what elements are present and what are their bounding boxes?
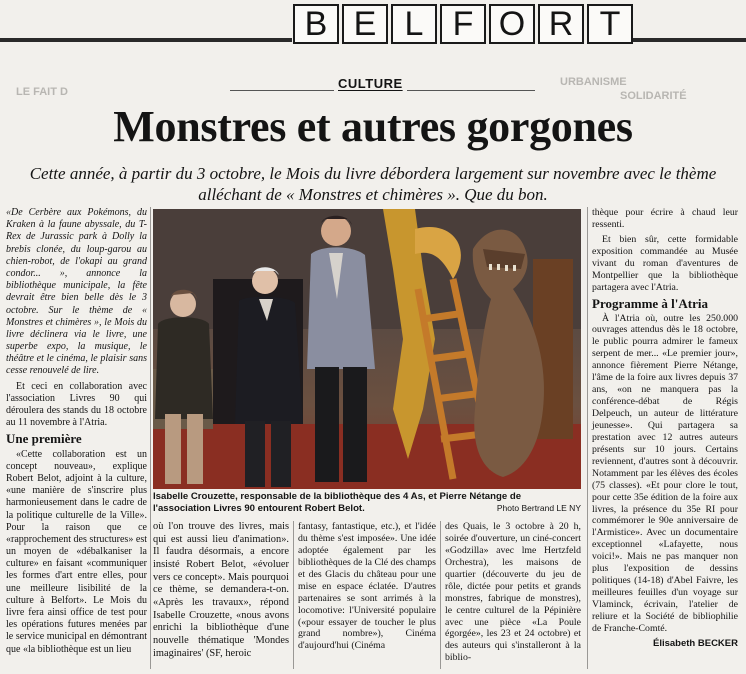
column-1 xyxy=(6,207,147,659)
column-3 xyxy=(298,521,436,655)
column-2 xyxy=(153,521,289,663)
column-divider xyxy=(293,521,294,669)
paragraph: «De Cerbère aux Pokémons, du Kraken à la faune abyssale, du T-Rex de Jurassic park à Dolly la brebis clonée, du loup-garou au chien-robot, de l'okapi au grand condor... », annonce la bibliothèque municipale, la fête devrait être bien belle dès le 3 octobre. Sur le thème de « Monstres et chimères », le Mois du livre déclinera via le livre, une superbe expo, la musique, le théâtre et le cinéma, le plaisir sans cesse renouvelé de lire. xyxy=(6,207,147,377)
paragraph: fantasy, fantastique, etc.), et l'idée du thème s'est imposée». Une idée adoptée également par les bibliothèques de la Clé des champs et des Glacis du château pour une mise en espace éclatée. D'autres partenaires se sont arrimés à la locomotive: l'Université populaire («pour essayer de toucher le plus grand nombre»), Cinéma d'aujourd'hui (Cinéma xyxy=(298,521,436,652)
photo-credit: Photo Bertrand LE NY xyxy=(496,502,581,513)
bleed-text: LE FAIT D xyxy=(16,86,68,98)
masthead-letter: T xyxy=(587,4,633,44)
photo-illustration xyxy=(153,209,581,489)
column-4 xyxy=(445,521,581,667)
masthead-letter: E xyxy=(342,4,388,44)
masthead-letter: R xyxy=(538,4,584,44)
subheading: Une première xyxy=(6,431,82,447)
caption-text: Isabelle Crouzette, responsable de la bibliothèque des 4 As, et Pierre Nétange de l'association Livres 90 entourent Robert Belot. xyxy=(153,491,522,514)
paragraph: Et bien sûr, cette formidable exposition commandée au Musée vivant du roman d'aventures de Montpellier que la bibliothèque partagera avec l'Atria. xyxy=(592,233,738,293)
paragraph: où l'on trouve des livres, mais qui est aussi lieu d'animation». Il faudra désormais, a encore insisté Robert Belot, «évoluer vers ce concept». Mais pourquoi ce thème, se demandera-t-on. «Après les travaux», répond Isabelle Crouzette, «nous avons enrichi la bibliothèque d'une nouvelle thématique 'Mondes imaginaires' (SF, heroic xyxy=(153,521,289,659)
photo-caption xyxy=(153,491,581,514)
column-divider xyxy=(587,207,588,669)
column-5 xyxy=(592,207,738,650)
standfirst: Cette année, à partir du 3 octobre, le Mois du livre débordera largement sur novembre avec le thème alléchant de « Monstres et chimères ». Que du bon. xyxy=(29,164,717,204)
author-signature: Élisabeth BECKER xyxy=(653,637,738,649)
masthead-letter: F xyxy=(440,4,486,44)
masthead-rule-left xyxy=(0,38,292,42)
paragraph: «Cette collaboration est un concept nouveau», explique Robert Belot, adjoint à la culture, «une manière de s'inscrire plus harmonieusement dans le cadre de la politique culturelle de la Ville». Pour la raison que ce «rapprochement des structures» est un moyen de «débalkaniser la culture» en faisant «communiquer les formes d'art entre elles, pour une meilleure lisibilité de la culture à Belfort». Le Mois du livre fera ainsi office de test pour les opérations futures menées par le service municipal en démontrant que «la bibliothèque est un lieu xyxy=(6,448,147,655)
paragraph: thèque pour écrire à chaud leur ressenti. xyxy=(592,207,738,230)
paragraph: Et ceci en collaboration avec l'association Livres 90 qui déroulera des stands du 18 octobre au 11 novembre à l'Atria. xyxy=(6,380,147,429)
subheading: Programme à l'Atria xyxy=(592,295,708,311)
masthead xyxy=(293,4,633,44)
paragraph: À l'Atria où, outre les 250.000 ouvrages attendus dès le 18 octobre, le public pourra admirer le fameux serpent de mer... «Le premier jour», annonce fièrement Pierre Nétange, l'âme de la foire aux livres depuis 37 ans, «on ne manquera pas la conférence-débat de Régis Delpeuch, un auteur de littérature jeunesse». Qui partagera sa prestation avec 12 autres auteurs présents sur 10 jours. Certains reviennent, d'autres sont à découvrir. Notamment par les élèves des écoles (75 classes). «Et pour clore le tout, pour cette 35e édition de la foire aux livres, la présence du 35e RI pour commémorer le 90e anniversaire de l'Armistice». Avec un documentaire exceptionnel «Lafayette, nous voici!». Mais ne pas manquer non plus l'exposition de dessins politiques (14-18) d'Abel Faivre, les meilleures feuilles d'un voyage sur Vlaminck, écrivain, l'atelier de reliure et la Société de bibliophilie de Franche-Comté. xyxy=(592,312,738,634)
masthead-letter: B xyxy=(293,4,339,44)
headline: Monstres et autres gorgones xyxy=(113,102,633,151)
masthead-letter: O xyxy=(489,4,535,44)
section-rubric: CULTURE xyxy=(334,76,407,91)
column-divider xyxy=(150,207,151,669)
article-photo xyxy=(153,209,581,489)
bleed-text: SOLIDARITÉ xyxy=(620,90,687,102)
column-divider xyxy=(440,521,441,669)
masthead-letter: L xyxy=(391,4,437,44)
bleed-text: URBANISME xyxy=(560,76,627,88)
paragraph: des Quais, le 3 octobre à 20 h, soirée d'ouverture, un ciné-concert «Godzilla» avec lme Hertzfeld Orchestra), les maisons de quartier (découverte du jeu de rôle, dictée pour petits et grands monstres, fabrique de monstres), le centre culturel de la Pépinière avec une pièce «La Poule égorgée», les 23 et 24 octobre) et des auteurs qui s'installeront à la biblio- xyxy=(445,521,581,664)
